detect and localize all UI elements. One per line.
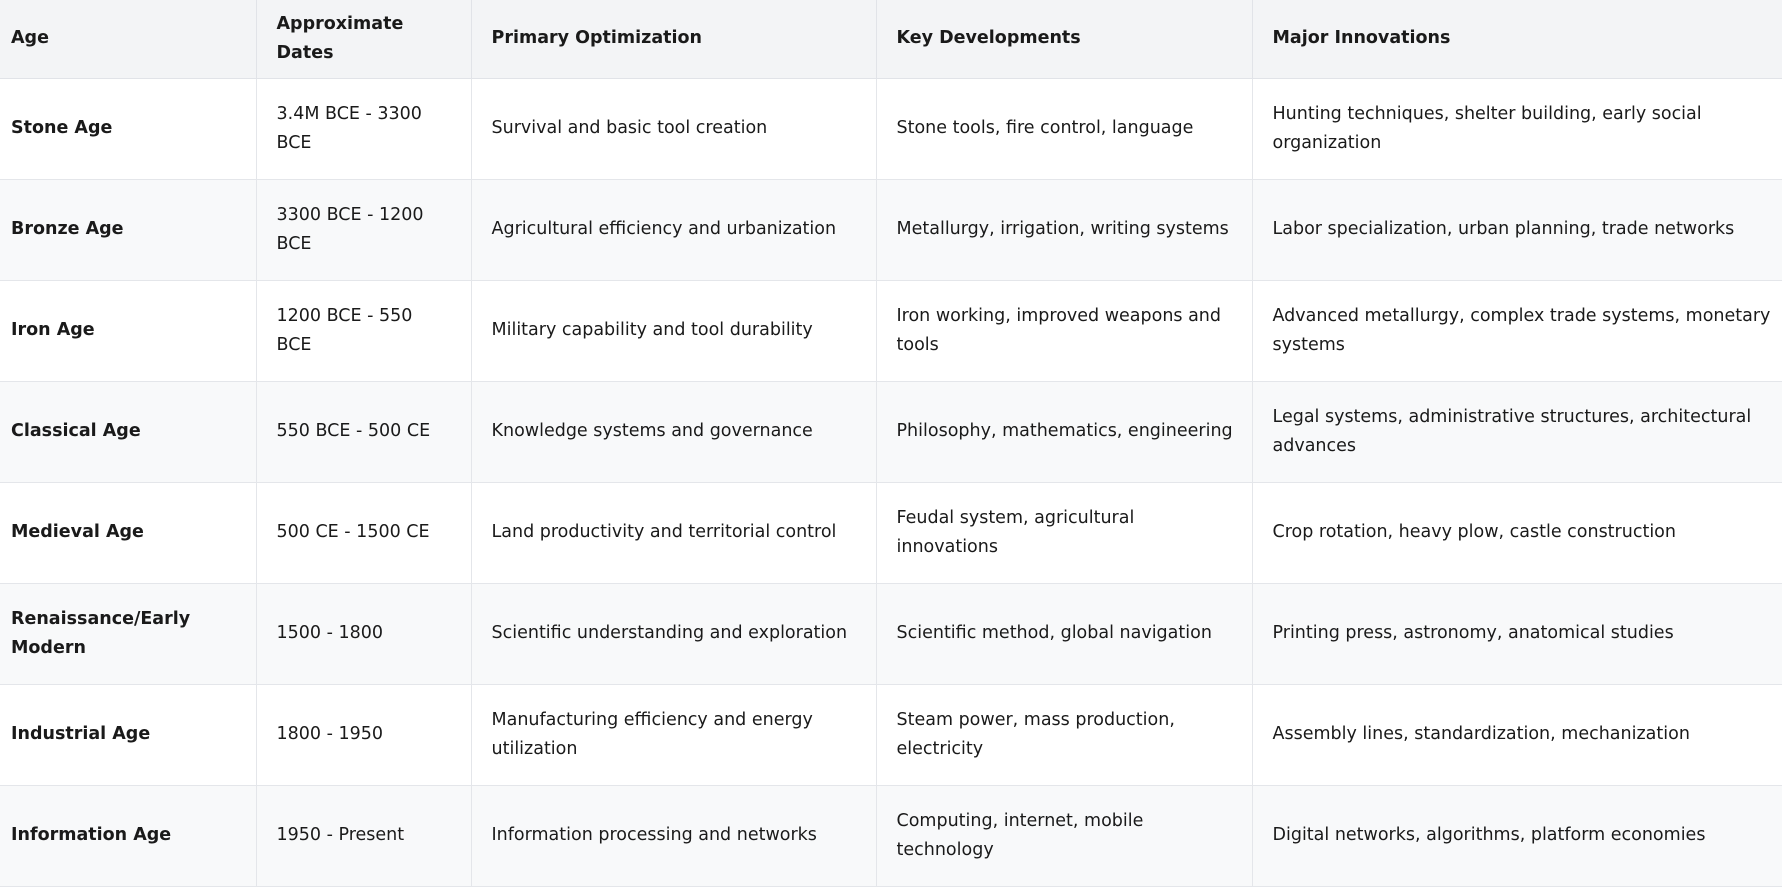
cell-primary-optimization: Knowledge systems and governance [471,381,876,482]
cell-age: Classical Age [11,421,141,441]
header-key-developments: Key Developments [876,0,1252,78]
cell-dates: 1500 - 1800 [256,583,471,684]
table-row [0,280,1782,381]
cell-key-developments: Scientific method, global navigation [876,583,1252,684]
cell-major-innovations: Hunting techniques, shelter building, early social organization [1252,78,1782,179]
cell-dates: 1800 - 1950 [256,684,471,785]
cell-key-developments: Computing, internet, mobile technology [876,785,1252,886]
cell-primary-optimization: Land productivity and territorial control [471,482,876,583]
table-body [0,78,1782,886]
cell-primary-optimization: Agricultural efficiency and urbanization [471,179,876,280]
cell-primary-optimization: Survival and basic tool creation [471,78,876,179]
table-row [0,381,1782,482]
header-primary-optimization: Primary Optimization [471,0,876,78]
cell-primary-optimization: Military capability and tool durability [471,280,876,381]
cell-age: Medieval Age [11,522,144,542]
cell-major-innovations: Printing press, astronomy, anatomical studies [1252,583,1782,684]
cell-age: Stone Age [11,118,113,138]
cell-major-innovations: Labor specialization, urban planning, trade networks [1252,179,1782,280]
table-row [0,583,1782,684]
cell-dates: 500 CE - 1500 CE [256,482,471,583]
cell-dates: 1200 BCE - 550 BCE [256,280,471,381]
table-row [0,684,1782,785]
cell-primary-optimization: Scientific understanding and exploration [471,583,876,684]
cell-age: Iron Age [11,320,95,340]
cell-key-developments: Stone tools, fire control, language [876,78,1252,179]
cell-dates: 1950 - Present [256,785,471,886]
table-row [0,179,1782,280]
cell-key-developments: Feudal system, agricultural innovations [876,482,1252,583]
header-age: Age [11,28,49,49]
cell-major-innovations: Assembly lines, standardization, mechanization [1252,684,1782,785]
cell-major-innovations: Digital networks, algorithms, platform economies [1252,785,1782,886]
cell-primary-optimization: Manufacturing efficiency and energy utilization [471,684,876,785]
table-row [0,785,1782,886]
cell-major-innovations: Crop rotation, heavy plow, castle construction [1252,482,1782,583]
cell-age: Renaissance/Early Modern [11,608,191,658]
table-row [0,78,1782,179]
header-row [0,0,1782,78]
table-row [0,482,1782,583]
cell-key-developments: Steam power, mass production, electricity [876,684,1252,785]
cell-primary-optimization: Information processing and networks [471,785,876,886]
header-approximate-dates: Approximate Dates [256,0,471,78]
cell-major-innovations: Legal systems, administrative structures, architectural advances [1252,381,1782,482]
cell-key-developments: Iron working, improved weapons and tools [876,280,1252,381]
cell-key-developments: Metallurgy, irrigation, writing systems [876,179,1252,280]
cell-age: Information Age [11,825,172,845]
cell-key-developments: Philosophy, mathematics, engineering [876,381,1252,482]
cell-dates: 3300 BCE - 1200 BCE [256,179,471,280]
cell-dates: 3.4M BCE - 3300 BCE [256,78,471,179]
table-header [0,0,1782,78]
cell-dates: 550 BCE - 500 CE [256,381,471,482]
header-major-innovations: Major Innovations [1252,0,1782,78]
cell-age: Bronze Age [11,219,124,239]
cell-age: Industrial Age [11,724,151,744]
cell-major-innovations: Advanced metallurgy, complex trade systems, monetary systems [1252,280,1782,381]
